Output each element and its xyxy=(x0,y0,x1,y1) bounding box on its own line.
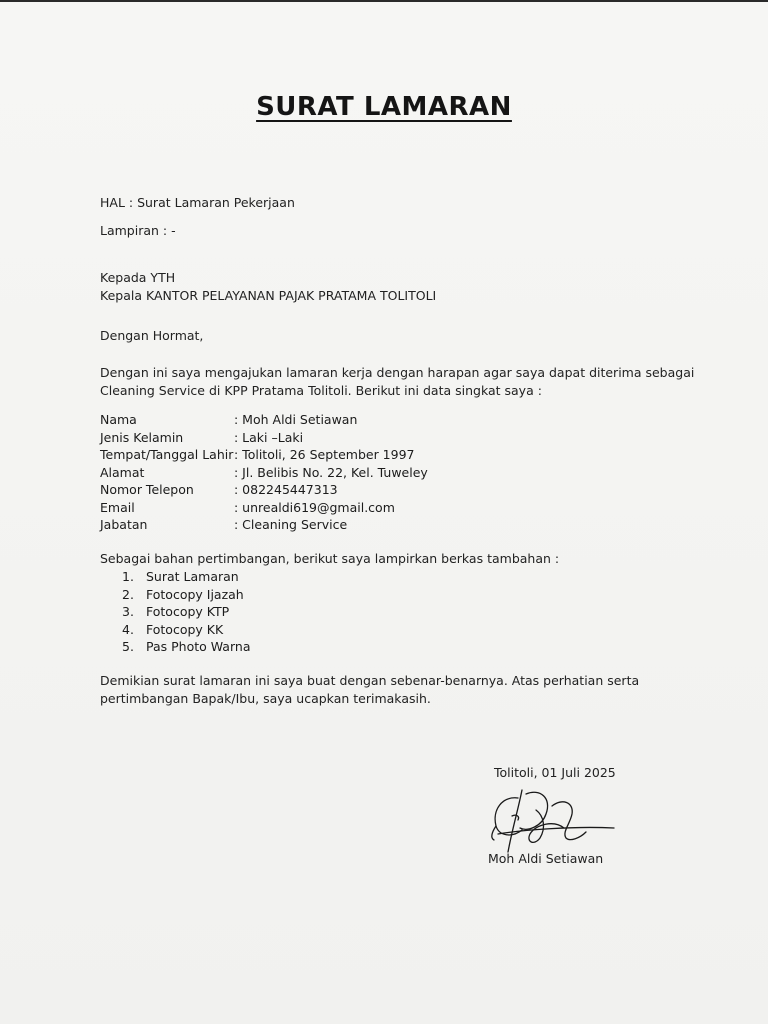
greeting: Dengan Hormat, xyxy=(100,328,204,343)
field-value: : Laki –Laki xyxy=(234,429,304,445)
field-value: : Tolitoli, 26 September 1997 xyxy=(234,447,415,462)
hal-line: HAL : Surat Lamaran Pekerjaan xyxy=(100,195,295,210)
list-item: Pas Photo Warna xyxy=(146,639,251,654)
signer-name: Moh Aldi Setiawan xyxy=(488,851,604,866)
list-item: Fotocopy KK xyxy=(146,621,224,637)
scan-top-edge xyxy=(0,0,768,2)
field-label: Tempat/Tanggal Lahir xyxy=(100,447,234,462)
field-label: Jabatan xyxy=(100,517,148,532)
field-label: Nama xyxy=(100,412,137,427)
lampiran-line: Lampiran : - xyxy=(100,223,176,238)
list-item: Fotocopy KTP xyxy=(146,604,230,619)
intro-line-1: Dengan ini saya mengajukan lamaran kerja dengan harapan agar saya dapat diterima sebagai xyxy=(100,365,695,380)
list-item-number: 2. xyxy=(122,586,134,602)
recipient-line: Kepala KANTOR PELAYANAN PAJAK PRATAMA TOLITOLI xyxy=(100,288,437,303)
field-value: : Jl. Belibis No. 22, Kel. Tuweley xyxy=(234,464,428,480)
field-value: : 082245447313 xyxy=(234,482,338,497)
field-label: Alamat xyxy=(100,464,145,480)
field-label: Email xyxy=(100,499,135,515)
list-item: Surat Lamaran xyxy=(146,569,239,584)
closing-line-2: pertimbangan Bapak/Ibu, saya ucapkan terimakasih. xyxy=(100,691,431,706)
list-item-number: 1. xyxy=(122,569,134,584)
list-item-number: 4. xyxy=(122,621,134,637)
field-value: : Moh Aldi Setiawan xyxy=(234,412,358,427)
kepada-line: Kepada YTH xyxy=(100,270,176,285)
field-value: : Cleaning Service xyxy=(234,517,348,532)
closing-line-1: Demikian surat lamaran ini saya buat dengan sebenar-benarnya. Atas perhatian serta xyxy=(100,673,640,688)
list-item: Fotocopy Ijazah xyxy=(146,586,244,602)
list-item-number: 3. xyxy=(122,604,134,619)
page-title: SURAT LAMARAN xyxy=(256,92,512,122)
place-date: Tolitoli, 01 Juli 2025 xyxy=(494,765,616,780)
field-label: Nomor Telepon xyxy=(100,482,194,497)
list-item-number: 5. xyxy=(122,639,134,654)
field-label: Jenis Kelamin xyxy=(100,429,184,445)
signature-image xyxy=(482,780,622,860)
field-value: : unrealdi619@gmail.com xyxy=(234,499,395,515)
attachments-intro: Sebagai bahan pertimbangan, berikut saya lampirkan berkas tambahan : xyxy=(100,551,560,566)
intro-line-2: Cleaning Service di KPP Pratama Tolitoli. Berikut ini data singkat saya : xyxy=(100,383,542,398)
